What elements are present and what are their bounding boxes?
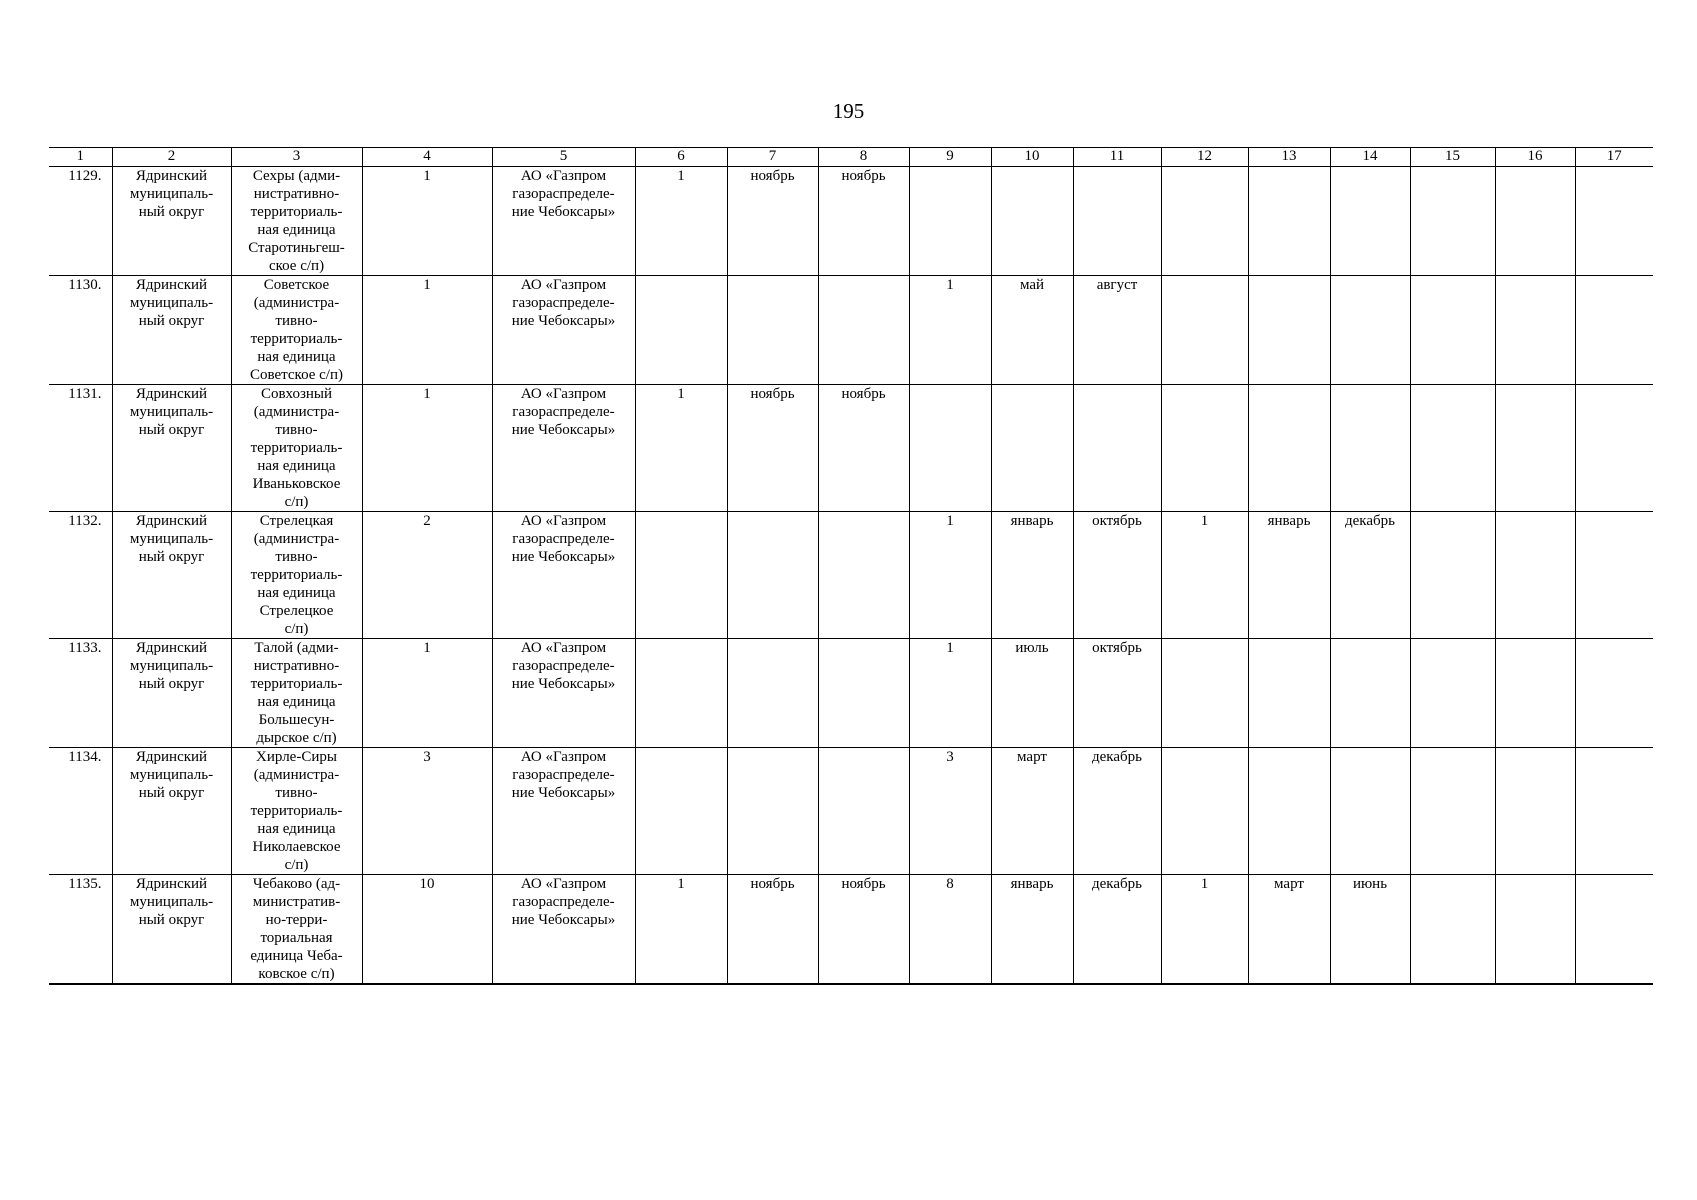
col7-cell: ноябрь xyxy=(727,385,818,512)
col13-cell xyxy=(1248,385,1330,512)
count-cell: 10 xyxy=(362,875,492,985)
row-number: 1131. xyxy=(49,385,112,512)
col11-cell: октябрь xyxy=(1073,512,1161,639)
col6-cell xyxy=(635,748,727,875)
col9-cell xyxy=(909,167,991,276)
district-cell: Ядринский муниципаль- ный округ xyxy=(112,167,231,276)
col6-cell: 1 xyxy=(635,167,727,276)
col13-cell xyxy=(1248,167,1330,276)
col12-cell xyxy=(1161,639,1248,748)
page-number: 195 xyxy=(832,99,865,123)
col12-cell xyxy=(1161,276,1248,385)
column-number: 9 xyxy=(909,148,991,167)
col17-cell xyxy=(1575,276,1653,385)
table-row xyxy=(49,385,1653,512)
col11-cell: октябрь xyxy=(1073,639,1161,748)
column-number-row xyxy=(49,148,1653,167)
col12-cell xyxy=(1161,385,1248,512)
column-number: 5 xyxy=(492,148,635,167)
col9-cell: 1 xyxy=(909,276,991,385)
col17-cell xyxy=(1575,748,1653,875)
count-cell: 3 xyxy=(362,748,492,875)
col14-cell: июнь xyxy=(1330,875,1410,985)
col9-cell: 1 xyxy=(909,512,991,639)
locality-cell: Талой (адми- нистративно- территориаль- ная единица Большесун- дырское с/п) xyxy=(231,639,362,748)
col16-cell xyxy=(1495,512,1575,639)
schedule-table xyxy=(49,147,1653,985)
col14-cell xyxy=(1330,748,1410,875)
row-number: 1133. xyxy=(49,639,112,748)
col6-cell xyxy=(635,512,727,639)
column-number: 8 xyxy=(818,148,909,167)
district-cell: Ядринский муниципаль- ный округ xyxy=(112,639,231,748)
col16-cell xyxy=(1495,167,1575,276)
col7-cell xyxy=(727,276,818,385)
col14-cell xyxy=(1330,385,1410,512)
column-number: 13 xyxy=(1248,148,1330,167)
col12-cell: 1 xyxy=(1161,512,1248,639)
table-row xyxy=(49,875,1653,985)
col14-cell xyxy=(1330,276,1410,385)
operator-cell: АО «Газпром газораспределе- ние Чебоксары» xyxy=(492,875,635,985)
column-number: 3 xyxy=(231,148,362,167)
col8-cell: ноябрь xyxy=(818,875,909,985)
col7-cell: ноябрь xyxy=(727,875,818,985)
district-cell: Ядринский муниципаль- ный округ xyxy=(112,875,231,985)
table-row xyxy=(49,167,1653,276)
row-number: 1130. xyxy=(49,276,112,385)
count-cell: 1 xyxy=(362,639,492,748)
column-number: 4 xyxy=(362,148,492,167)
col11-cell: декабрь xyxy=(1073,875,1161,985)
column-number: 14 xyxy=(1330,148,1410,167)
count-cell: 1 xyxy=(362,167,492,276)
col7-cell: ноябрь xyxy=(727,167,818,276)
col8-cell xyxy=(818,276,909,385)
col15-cell xyxy=(1410,639,1495,748)
col10-cell: июль xyxy=(991,639,1073,748)
col15-cell xyxy=(1410,748,1495,875)
col14-cell xyxy=(1330,167,1410,276)
col17-cell xyxy=(1575,167,1653,276)
column-number: 6 xyxy=(635,148,727,167)
operator-cell: АО «Газпром газораспределе- ние Чебоксары» xyxy=(492,167,635,276)
col17-cell xyxy=(1575,639,1653,748)
col6-cell: 1 xyxy=(635,875,727,985)
col10-cell: март xyxy=(991,748,1073,875)
district-cell: Ядринский муниципаль- ный округ xyxy=(112,748,231,875)
col10-cell xyxy=(991,385,1073,512)
col8-cell xyxy=(818,512,909,639)
column-number: 11 xyxy=(1073,148,1161,167)
col10-cell: май xyxy=(991,276,1073,385)
col6-cell xyxy=(635,639,727,748)
column-number: 15 xyxy=(1410,148,1495,167)
col17-cell xyxy=(1575,875,1653,985)
column-number: 12 xyxy=(1161,148,1248,167)
operator-cell: АО «Газпром газораспределе- ние Чебоксары» xyxy=(492,748,635,875)
col16-cell xyxy=(1495,875,1575,985)
row-number: 1135. xyxy=(49,875,112,985)
col7-cell xyxy=(727,748,818,875)
column-number: 1 xyxy=(49,148,112,167)
operator-cell: АО «Газпром газораспределе- ние Чебоксары» xyxy=(492,512,635,639)
col14-cell xyxy=(1330,639,1410,748)
col6-cell: 1 xyxy=(635,385,727,512)
col16-cell xyxy=(1495,639,1575,748)
col17-cell xyxy=(1575,385,1653,512)
col15-cell xyxy=(1410,385,1495,512)
district-cell: Ядринский муниципаль- ный округ xyxy=(112,385,231,512)
column-number: 17 xyxy=(1575,148,1653,167)
district-cell: Ядринский муниципаль- ный округ xyxy=(112,512,231,639)
col7-cell xyxy=(727,639,818,748)
locality-cell: Стрелецкая (администра- тивно- территориаль- ная единица Стрелецкое с/п) xyxy=(231,512,362,639)
col11-cell xyxy=(1073,167,1161,276)
row-number: 1132. xyxy=(49,512,112,639)
district-cell: Ядринский муниципаль- ный округ xyxy=(112,276,231,385)
col9-cell: 1 xyxy=(909,639,991,748)
col11-cell: август xyxy=(1073,276,1161,385)
locality-cell: Хирле-Сиры (администра- тивно- территориаль- ная единица Николаевское с/п) xyxy=(231,748,362,875)
table-row xyxy=(49,748,1653,875)
col16-cell xyxy=(1495,276,1575,385)
col12-cell xyxy=(1161,167,1248,276)
table-row xyxy=(49,639,1653,748)
col10-cell: январь xyxy=(991,512,1073,639)
count-cell: 2 xyxy=(362,512,492,639)
locality-cell: Советское (администра- тивно- территориаль- ная единица Советское с/п) xyxy=(231,276,362,385)
col12-cell xyxy=(1161,748,1248,875)
col14-cell: декабрь xyxy=(1330,512,1410,639)
column-number: 7 xyxy=(727,148,818,167)
col16-cell xyxy=(1495,385,1575,512)
operator-cell: АО «Газпром газораспределе- ние Чебоксары» xyxy=(492,385,635,512)
locality-cell: Чебаково (ад- министратив- но-терри- ториальная единица Чеба- ковское с/п) xyxy=(231,875,362,985)
col8-cell xyxy=(818,639,909,748)
col9-cell: 3 xyxy=(909,748,991,875)
operator-cell: АО «Газпром газораспределе- ние Чебоксары» xyxy=(492,276,635,385)
col16-cell xyxy=(1495,748,1575,875)
col6-cell xyxy=(635,276,727,385)
col11-cell: декабрь xyxy=(1073,748,1161,875)
count-cell: 1 xyxy=(362,276,492,385)
col15-cell xyxy=(1410,875,1495,985)
col8-cell xyxy=(818,748,909,875)
col9-cell xyxy=(909,385,991,512)
col15-cell xyxy=(1410,167,1495,276)
col13-cell: март xyxy=(1248,875,1330,985)
table-row xyxy=(49,276,1653,385)
col13-cell xyxy=(1248,639,1330,748)
col15-cell xyxy=(1410,276,1495,385)
col7-cell xyxy=(727,512,818,639)
locality-cell: Совхозный (администра- тивно- территориаль- ная единица Иваньковское с/п) xyxy=(231,385,362,512)
table-row xyxy=(49,512,1653,639)
col12-cell: 1 xyxy=(1161,875,1248,985)
col13-cell xyxy=(1248,276,1330,385)
column-number: 16 xyxy=(1495,148,1575,167)
col17-cell xyxy=(1575,512,1653,639)
col15-cell xyxy=(1410,512,1495,639)
col13-cell: январь xyxy=(1248,512,1330,639)
col10-cell: январь xyxy=(991,875,1073,985)
row-number: 1129. xyxy=(49,167,112,276)
count-cell: 1 xyxy=(362,385,492,512)
col10-cell xyxy=(991,167,1073,276)
row-number: 1134. xyxy=(49,748,112,875)
col9-cell: 8 xyxy=(909,875,991,985)
table-body xyxy=(49,148,1653,985)
col11-cell xyxy=(1073,385,1161,512)
col8-cell: ноябрь xyxy=(818,167,909,276)
col13-cell xyxy=(1248,748,1330,875)
column-number: 10 xyxy=(991,148,1073,167)
column-number: 2 xyxy=(112,148,231,167)
locality-cell: Сехры (адми- нистративно- территориаль- ная единица Старотиньгеш- ское с/п) xyxy=(231,167,362,276)
operator-cell: АО «Газпром газораспределе- ние Чебоксары» xyxy=(492,639,635,748)
col8-cell: ноябрь xyxy=(818,385,909,512)
